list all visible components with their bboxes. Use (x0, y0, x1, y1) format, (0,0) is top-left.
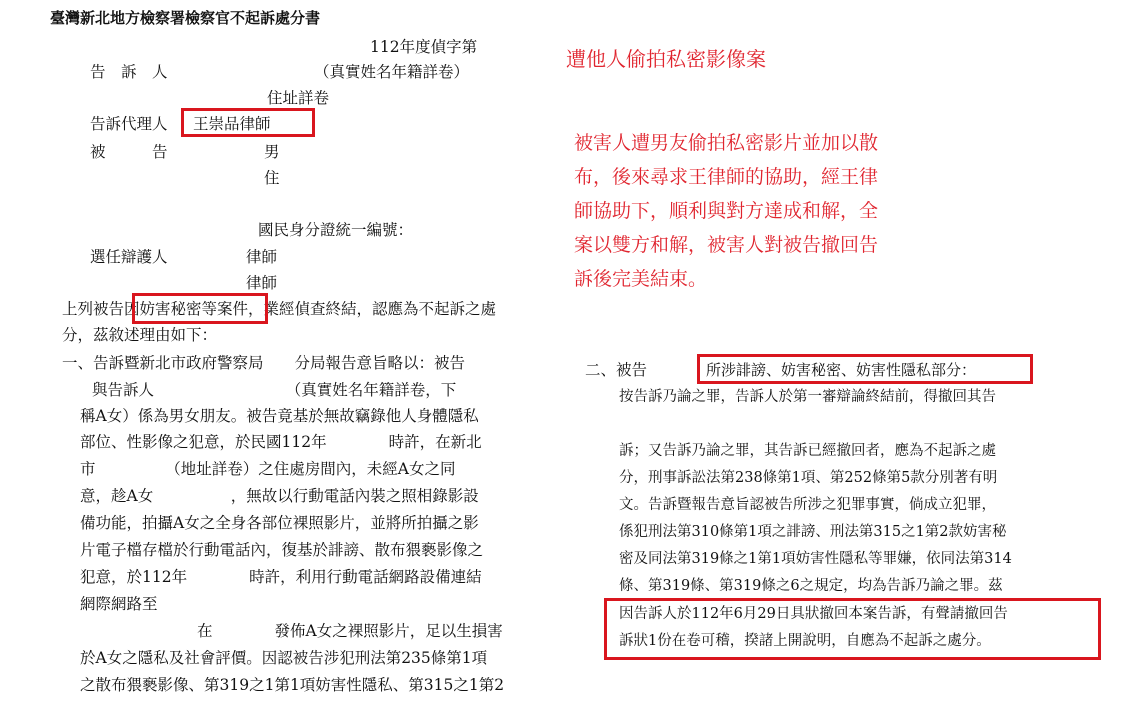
section2-line: 按告訴乃論之罪，告訴人於第一審辯論終結前，得撤回其告 (619, 389, 996, 405)
summary-line: 師協助下，順利與對方達成和解，全 (574, 200, 879, 222)
section2-highlight-box (697, 354, 1033, 384)
summary-line: 訴後完美結束。 (574, 268, 708, 290)
conclusion-highlight-box (604, 598, 1101, 660)
intro-highlight: 妨害秘密等案件 (139, 300, 249, 318)
section1-line: 與告訴人 （真實姓名年籍詳卷，下 (92, 381, 457, 399)
section2-line: 密及同法第319條之1第1項妨害性隱私等罪嫌，依同法第314 (619, 551, 1012, 567)
section1-line: 片電子檔存檔於行動電話內，復基於誹謗、散布猥褻影像之 (80, 541, 484, 559)
section1-line: 之散布猥褻影像、第319之1第1項妨害性隱私、第315之1第2 (80, 676, 505, 694)
complainant-value: （真實姓名年籍詳卷） (314, 63, 470, 81)
id-number-label: 國民身分證統一編號： (258, 221, 414, 239)
defendant-label: 被 告 (90, 143, 168, 161)
section1-line: 意，趁A女 ，無故以行動電話內裝之照相錄影設 (80, 487, 479, 505)
section1-line: 網際網路至 (80, 595, 158, 613)
section1-line: 犯意，於112年 時許，利用行動電話網路設備連結 (80, 568, 482, 586)
section2-line: 係犯刑法第310條第1項之誹謗、刑法第315之1第2款妨害秘 (619, 524, 1007, 540)
document-title: 臺灣新北地方檢察署檢察官不起訴處分書 (50, 9, 321, 27)
address-detail: 住址詳卷 (267, 89, 330, 107)
summary-line: 布，後來尋求王律師的協助，經王律 (574, 166, 879, 188)
section1-line: 稱A女）係為男女朋友。被告竟基於無故竊錄他人身體隱私 (80, 407, 479, 425)
agent-label: 告訴代理人 (90, 115, 168, 133)
section1-line: 市 （地址詳卷）之住處房間內，未經A女之同 (80, 460, 456, 478)
section1-line: 在 發佈A女之裸照影片，足以生損害 (197, 622, 503, 640)
section1-line: 部位、性影像之犯意，於民國112年 時許，在新北 (80, 433, 482, 451)
complainant-label: 告 訴 人 (90, 63, 168, 81)
summary-line: 被害人遭男友偷拍私密影片並加以散 (574, 132, 879, 154)
agent-highlight-box (181, 108, 315, 137)
case-summary (574, 126, 878, 296)
intro-highlight-box (132, 293, 268, 324)
section2-highlight: 所涉誹謗、妨害秘密、妨害性隱私部分： (706, 361, 977, 379)
defendant-address: 住 (264, 169, 280, 187)
intro-line-2: 分，茲敘述理由如下： (62, 326, 218, 344)
intro-line-1 (62, 299, 496, 319)
defense-lawyer-2: 律師 (246, 274, 278, 292)
defense-lawyer-1: 律師 (246, 248, 278, 266)
conclusion-line: 訴狀1份在卷可稽，揆諸上開說明，自應為不起訴之處分。 (619, 633, 991, 649)
section2-line: 條、第319條、第319條之6之規定，均為告訴乃論之罪。茲 (619, 578, 1003, 594)
section2-line: 分，刑事訴訟法第238條第1項、第252條第5款分別著有明 (619, 470, 998, 486)
section2-label: 二、被告 (585, 361, 648, 379)
case-title: 遭他人偷拍私密影像案 (566, 47, 766, 71)
defense-label: 選任辯護人 (90, 248, 168, 266)
section2-line: 訴；又告訴乃論之罪，其告訴已經撤回者，應為不起訴之處 (619, 443, 996, 459)
agent-value: 王崇品律師 (193, 115, 271, 133)
section1-line: 備功能，拍攝A女之全身各部位裸照影片，並將所拍攝之影 (80, 514, 479, 532)
section2-line: 文。告訴暨報告意旨認被告所涉之犯罪事實，倘成立犯罪， (619, 497, 996, 513)
section1-line: 一、告訴暨新北市政府警察局 分局報告意旨略以：被告 (62, 354, 466, 372)
conclusion-line: 因告訴人於112年6月29日具狀撤回本案告訴，有聲請撤回告 (619, 606, 1008, 622)
intro-prefix: 上列被告因 (62, 300, 140, 318)
intro-suffix: ，業經偵查終結，認應為不起訴之處 (248, 300, 497, 318)
summary-line: 案以雙方和解，被害人對被告撤回告 (574, 234, 879, 256)
defendant-gender: 男 (264, 143, 280, 161)
case-number: 112年度偵字第 (370, 38, 478, 56)
section1-line: 於A女之隱私及社會評價。因認被告涉犯刑法第235條第1項 (80, 649, 488, 667)
